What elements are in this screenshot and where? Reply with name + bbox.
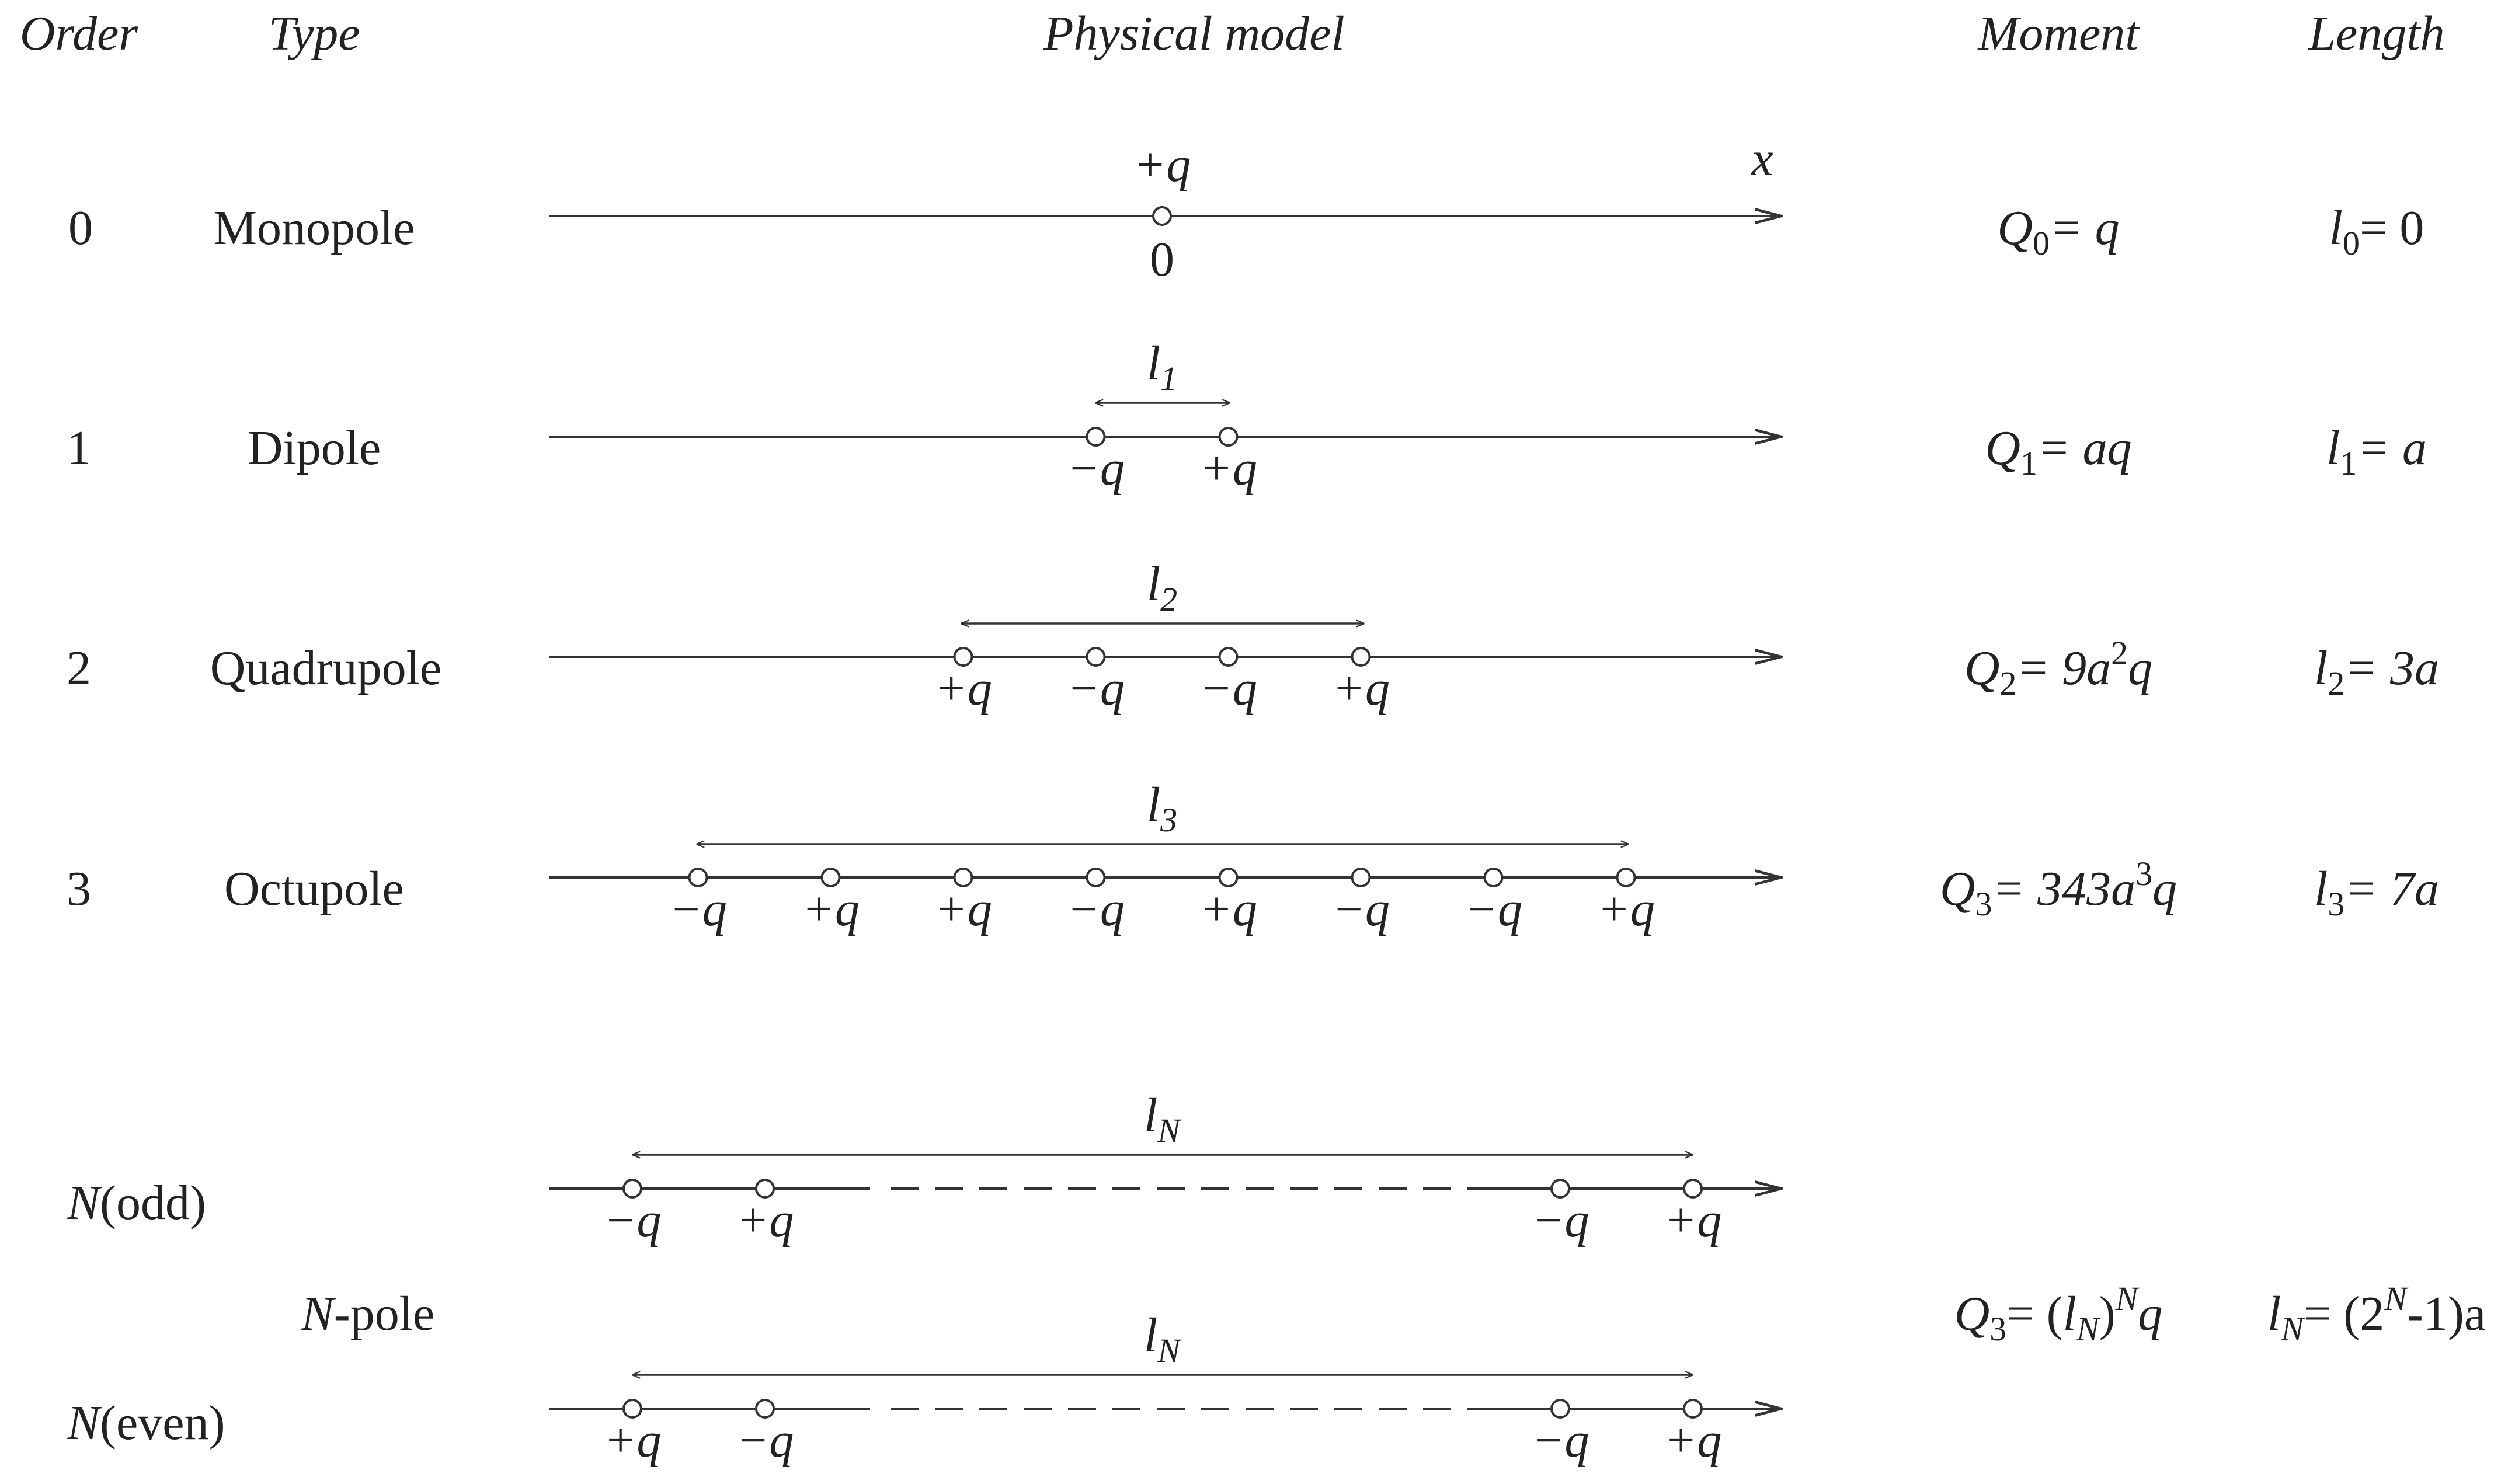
type-quadrupole: Quadrupole <box>210 641 442 695</box>
order-2: 2 <box>67 641 91 695</box>
quadrupole-charge-label-2: −q <box>1199 661 1257 716</box>
n-even-charge-label-2: −q <box>1531 1413 1589 1468</box>
octupole-charge-label-2: +q <box>934 882 992 936</box>
length-symbol-ln-even: $l_N$ <box>1143 1308 1181 1370</box>
n-even-charge-label-1: −q <box>736 1413 794 1468</box>
order-1: 1 <box>67 421 91 475</box>
length-l1: $l_1= a$ <box>2326 421 2427 482</box>
quadrupole-charge-label-1: −q <box>1067 661 1125 716</box>
type-monopole: Monopole <box>213 201 415 255</box>
header-physical-model: Physical model <box>1043 6 1345 61</box>
header-order: Order <box>19 6 138 61</box>
dipole-charge-label-0: −q <box>1067 441 1125 496</box>
n-even-label: N(even) <box>67 1396 225 1450</box>
axis-x-label: x <box>1751 132 1773 186</box>
octupole-charge-label-5: −q <box>1332 882 1390 936</box>
length-symbol-l1: $l_1$ <box>1146 336 1178 398</box>
moment-q1: $Q_1=$ aq <box>1985 421 2132 482</box>
length-symbol-l3: $l_3$ <box>1146 778 1178 839</box>
type-dipole: Dipole <box>247 421 381 475</box>
origin-label: 0 <box>1150 232 1174 287</box>
n-odd-label: N(odd) <box>67 1176 206 1230</box>
octupole-charge-label-3: −q <box>1067 882 1125 936</box>
monopole-charge-0 <box>1153 207 1171 225</box>
header-type: Type <box>268 6 360 61</box>
length-l3: $l_3= 7a$ <box>2314 862 2440 923</box>
n-odd-charge-label-0: −q <box>603 1193 662 1248</box>
monopole-charge-label-0: +q <box>1133 138 1191 192</box>
length-l0: $l_0= 0$ <box>2329 201 2424 262</box>
n-odd-charge-label-1: +q <box>736 1193 794 1248</box>
length-symbol-l2: $l_2$ <box>1146 557 1178 618</box>
header-length: Length <box>2308 6 2445 61</box>
n-odd-charge-label-3: +q <box>1664 1193 1722 1248</box>
header-moment: Moment <box>1978 6 2139 61</box>
octupole-charge-label-0: −q <box>669 882 727 936</box>
quadrupole-charge-label-0: +q <box>934 661 992 716</box>
moment-q0: $Q_0= q$ <box>1997 201 2120 262</box>
length-l2: $l_2= 3a$ <box>2314 641 2440 702</box>
quadrupole-charge-label-3: +q <box>1332 661 1390 716</box>
octupole-charge-label-6: −q <box>1465 882 1522 936</box>
length-symbol-ln-odd: $l_N$ <box>1143 1088 1181 1149</box>
length-ln: $l_N= (2^N-1)a$ <box>2267 1280 2486 1348</box>
moment-qn: $Q_3= (l_N)^Nq$ <box>1954 1280 2163 1348</box>
order-0: 0 <box>68 201 93 255</box>
type-n-pole: N-pole <box>301 1287 435 1341</box>
moment-q2: $Q_2= 9a^2q$ <box>1964 634 2153 702</box>
n-even-charge-label-0: +q <box>603 1413 662 1468</box>
octupole-charge-label-4: +q <box>1199 882 1257 936</box>
octupole-charge-label-1: +q <box>802 882 860 936</box>
n-even-charge-label-3: +q <box>1664 1413 1722 1468</box>
moment-q3: $Q_3= 343a^3q$ <box>1939 855 2177 923</box>
order-3: 3 <box>67 862 91 916</box>
dipole-charge-label-1: +q <box>1199 441 1257 496</box>
octupole-charge-label-7: +q <box>1597 882 1655 936</box>
n-odd-charge-label-2: −q <box>1531 1193 1589 1248</box>
type-octupole: Octupole <box>224 862 404 916</box>
